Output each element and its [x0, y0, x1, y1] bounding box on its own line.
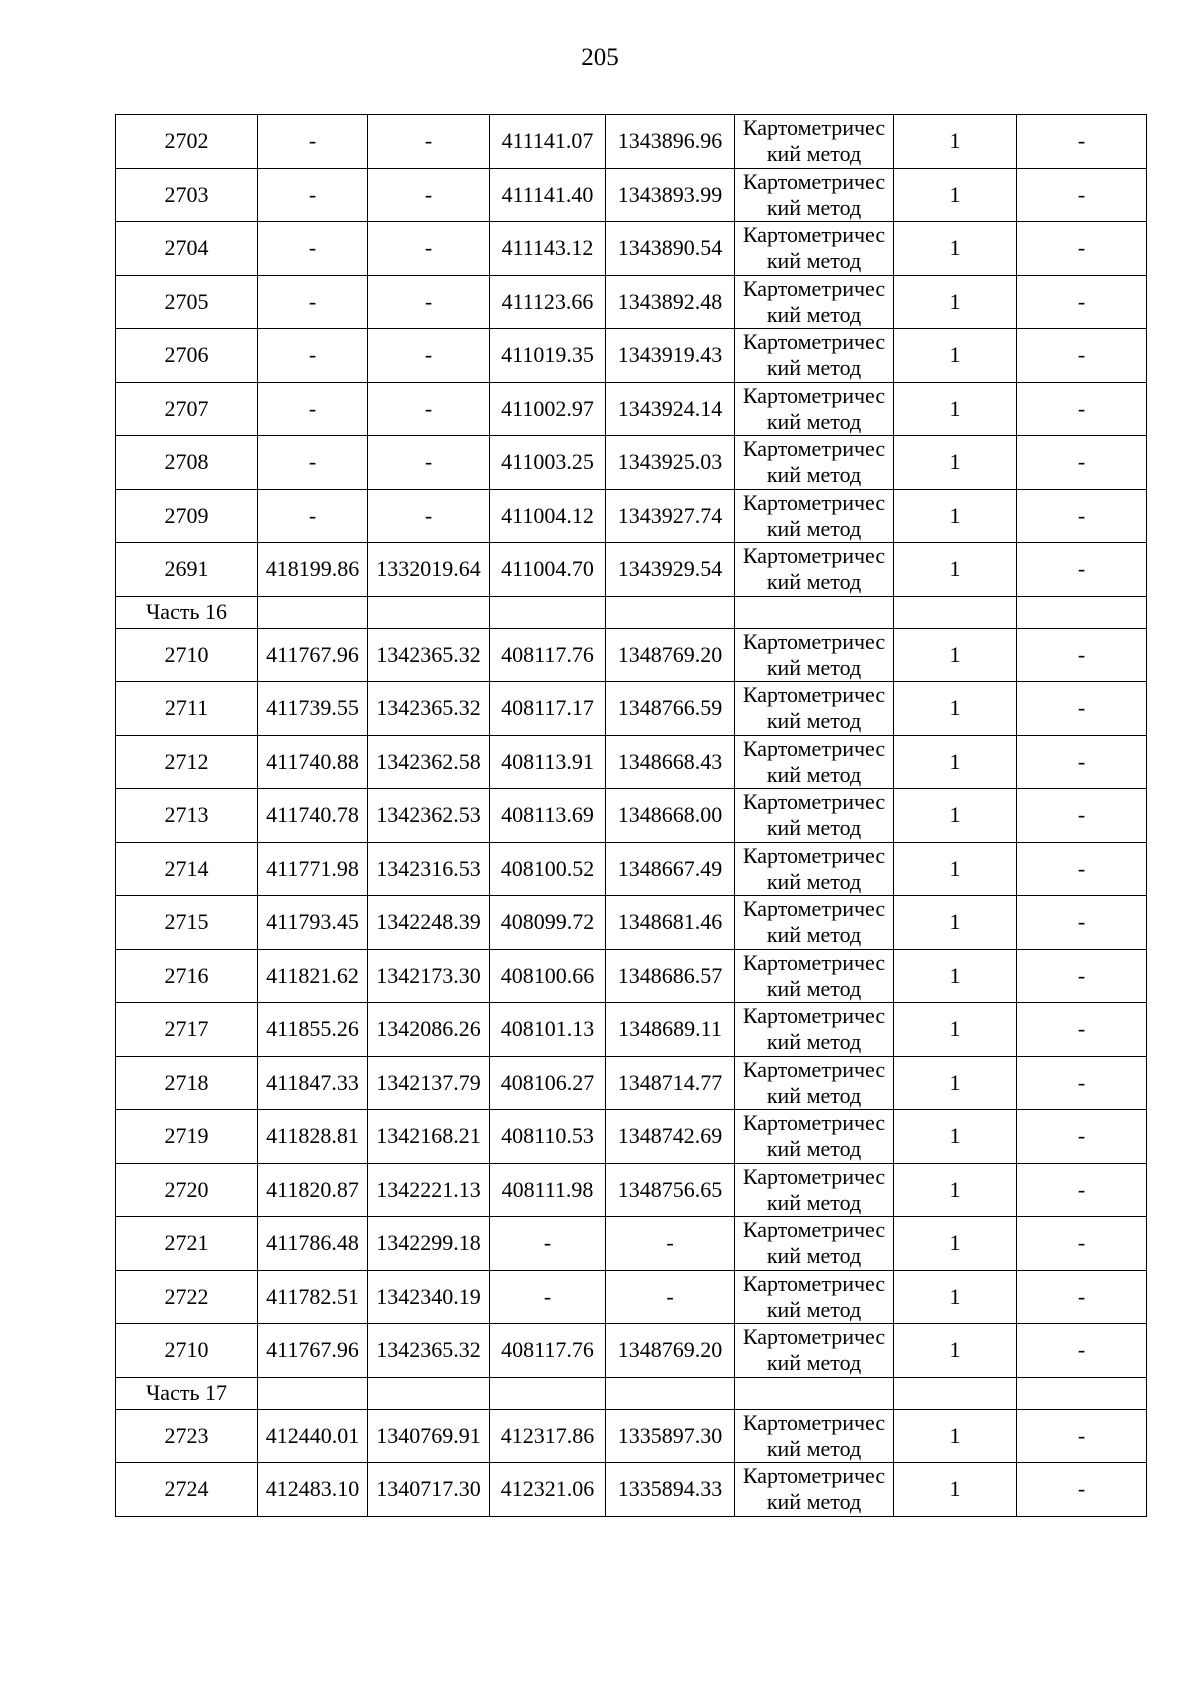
accuracy-cell: 1 [894, 222, 1017, 276]
point-number-cell: 2712 [116, 735, 258, 789]
note-cell: - [1017, 1324, 1147, 1378]
accuracy-cell: 1 [894, 682, 1017, 736]
accuracy-cell: 1 [894, 1003, 1017, 1057]
note-cell: - [1017, 382, 1147, 436]
table-row [116, 382, 1147, 436]
point-number-cell: 2717 [116, 1003, 258, 1057]
part-header-row [116, 596, 1147, 628]
accuracy-cell: 1 [894, 1163, 1017, 1217]
y-new-cell: 1348742.69 [606, 1110, 735, 1164]
empty-cell [735, 596, 894, 628]
accuracy-cell: 1 [894, 628, 1017, 682]
note-cell: - [1017, 1110, 1147, 1164]
x-new-cell: - [490, 1270, 606, 1324]
method-cell: Картометричес кий метод [735, 949, 894, 1003]
point-number-cell: 2722 [116, 1270, 258, 1324]
accuracy-cell: 1 [894, 1056, 1017, 1110]
y-new-cell: 1343929.54 [606, 543, 735, 597]
page-number: 205 [581, 44, 619, 71]
table-row [116, 329, 1147, 383]
empty-cell [894, 596, 1017, 628]
y-old-cell: 1342362.58 [368, 735, 490, 789]
part-label: Часть 16 [116, 596, 258, 628]
y-old-cell: - [368, 275, 490, 329]
x-new-cell: 412321.06 [490, 1463, 606, 1517]
y-new-cell: 1348769.20 [606, 1324, 735, 1378]
x-new-cell: 408101.13 [490, 1003, 606, 1057]
table-row [116, 1163, 1147, 1217]
y-old-cell: 1342362.53 [368, 789, 490, 843]
x-new-cell: 408117.76 [490, 1324, 606, 1378]
y-new-cell: 1348769.20 [606, 628, 735, 682]
y-old-cell: 1332019.64 [368, 543, 490, 597]
x-old-cell: 411793.45 [258, 896, 368, 950]
x-old-cell: 411786.48 [258, 1217, 368, 1271]
x-old-cell: 411847.33 [258, 1056, 368, 1110]
x-new-cell: 411141.07 [490, 115, 606, 169]
y-old-cell: - [368, 115, 490, 169]
empty-cell [490, 596, 606, 628]
method-cell: Картометричес кий метод [735, 543, 894, 597]
accuracy-cell: 1 [894, 789, 1017, 843]
note-cell: - [1017, 628, 1147, 682]
point-number-cell: 2706 [116, 329, 258, 383]
x-new-cell: 411123.66 [490, 275, 606, 329]
accuracy-cell: 1 [894, 1463, 1017, 1517]
accuracy-cell: 1 [894, 1409, 1017, 1463]
x-old-cell: 411771.98 [258, 842, 368, 896]
point-number-cell: 2718 [116, 1056, 258, 1110]
y-new-cell: 1348681.46 [606, 896, 735, 950]
x-old-cell: 411820.87 [258, 1163, 368, 1217]
y-new-cell: 1343927.74 [606, 489, 735, 543]
x-old-cell: - [258, 168, 368, 222]
x-old-cell: 411782.51 [258, 1270, 368, 1324]
y-old-cell: 1342086.26 [368, 1003, 490, 1057]
y-old-cell: - [368, 382, 490, 436]
method-cell: Картометричес кий метод [735, 168, 894, 222]
table-row [116, 1270, 1147, 1324]
point-number-cell: 2710 [116, 628, 258, 682]
x-old-cell: 411740.78 [258, 789, 368, 843]
point-number-cell: 2711 [116, 682, 258, 736]
note-cell: - [1017, 1270, 1147, 1324]
x-new-cell: 408100.52 [490, 842, 606, 896]
x-old-cell: - [258, 329, 368, 383]
table-row [116, 222, 1147, 276]
y-old-cell: - [368, 168, 490, 222]
point-number-cell: 2723 [116, 1409, 258, 1463]
note-cell: - [1017, 735, 1147, 789]
method-cell: Картометричес кий метод [735, 1324, 894, 1378]
y-new-cell: 1343890.54 [606, 222, 735, 276]
accuracy-cell: 1 [894, 436, 1017, 490]
note-cell: - [1017, 168, 1147, 222]
method-cell: Картометричес кий метод [735, 1163, 894, 1217]
table-row [116, 275, 1147, 329]
method-cell: Картометричес кий метод [735, 275, 894, 329]
accuracy-cell: 1 [894, 949, 1017, 1003]
x-new-cell: 408110.53 [490, 1110, 606, 1164]
point-number-cell: 2719 [116, 1110, 258, 1164]
note-cell: - [1017, 489, 1147, 543]
x-new-cell: 412317.86 [490, 1409, 606, 1463]
note-cell: - [1017, 329, 1147, 383]
accuracy-cell: 1 [894, 1110, 1017, 1164]
y-new-cell: 1335897.30 [606, 1409, 735, 1463]
point-number-cell: 2715 [116, 896, 258, 950]
y-new-cell: 1348766.59 [606, 682, 735, 736]
x-old-cell: 411828.81 [258, 1110, 368, 1164]
accuracy-cell: 1 [894, 115, 1017, 169]
table-row [116, 735, 1147, 789]
accuracy-cell: 1 [894, 168, 1017, 222]
x-old-cell: 411855.26 [258, 1003, 368, 1057]
y-new-cell: 1348689.11 [606, 1003, 735, 1057]
empty-cell [606, 596, 735, 628]
x-new-cell: 411019.35 [490, 329, 606, 383]
y-new-cell: 1335894.33 [606, 1463, 735, 1517]
table-row [116, 1409, 1147, 1463]
y-old-cell: - [368, 329, 490, 383]
x-old-cell: 411767.96 [258, 1324, 368, 1378]
y-old-cell: 1342365.32 [368, 1324, 490, 1378]
method-cell: Картометричес кий метод [735, 1056, 894, 1110]
y-old-cell: 1342221.13 [368, 1163, 490, 1217]
note-cell: - [1017, 1217, 1147, 1271]
note-cell: - [1017, 682, 1147, 736]
method-cell: Картометричес кий метод [735, 1110, 894, 1164]
method-cell: Картометричес кий метод [735, 735, 894, 789]
y-new-cell: 1343892.48 [606, 275, 735, 329]
y-old-cell: 1342299.18 [368, 1217, 490, 1271]
accuracy-cell: 1 [894, 1270, 1017, 1324]
table-row [116, 842, 1147, 896]
y-old-cell: 1340769.91 [368, 1409, 490, 1463]
x-old-cell: - [258, 115, 368, 169]
point-number-cell: 2714 [116, 842, 258, 896]
y-old-cell: 1342173.30 [368, 949, 490, 1003]
x-old-cell: 411767.96 [258, 628, 368, 682]
x-new-cell: 411141.40 [490, 168, 606, 222]
x-new-cell: - [490, 1217, 606, 1271]
y-new-cell: 1343893.99 [606, 168, 735, 222]
point-number-cell: 2702 [116, 115, 258, 169]
empty-cell [490, 1377, 606, 1409]
point-number-cell: 2710 [116, 1324, 258, 1378]
y-new-cell: - [606, 1270, 735, 1324]
y-new-cell: 1343924.14 [606, 382, 735, 436]
empty-cell [735, 1377, 894, 1409]
x-new-cell: 411002.97 [490, 382, 606, 436]
y-new-cell: 1348668.00 [606, 789, 735, 843]
note-cell: - [1017, 896, 1147, 950]
x-new-cell: 411143.12 [490, 222, 606, 276]
x-old-cell: - [258, 436, 368, 490]
empty-cell [1017, 596, 1147, 628]
point-number-cell: 2724 [116, 1463, 258, 1517]
y-old-cell: - [368, 436, 490, 490]
x-new-cell: 408111.98 [490, 1163, 606, 1217]
note-cell: - [1017, 222, 1147, 276]
table-row [116, 1056, 1147, 1110]
method-cell: Картометричес кий метод [735, 1003, 894, 1057]
x-old-cell: - [258, 275, 368, 329]
y-old-cell: 1342365.32 [368, 682, 490, 736]
empty-cell [258, 596, 368, 628]
y-new-cell: 1343925.03 [606, 436, 735, 490]
note-cell: - [1017, 543, 1147, 597]
note-cell: - [1017, 115, 1147, 169]
point-number-cell: 2721 [116, 1217, 258, 1271]
point-number-cell: 2703 [116, 168, 258, 222]
table-row [116, 1003, 1147, 1057]
x-old-cell: 411740.88 [258, 735, 368, 789]
note-cell: - [1017, 1003, 1147, 1057]
y-new-cell: 1343919.43 [606, 329, 735, 383]
y-old-cell: - [368, 489, 490, 543]
y-old-cell: 1342168.21 [368, 1110, 490, 1164]
y-new-cell: 1348756.65 [606, 1163, 735, 1217]
note-cell: - [1017, 949, 1147, 1003]
table-row [116, 436, 1147, 490]
table-row [116, 949, 1147, 1003]
method-cell: Картометричес кий метод [735, 115, 894, 169]
x-old-cell: - [258, 222, 368, 276]
accuracy-cell: 1 [894, 896, 1017, 950]
method-cell: Картометричес кий метод [735, 382, 894, 436]
accuracy-cell: 1 [894, 735, 1017, 789]
y-old-cell: 1342248.39 [368, 896, 490, 950]
y-old-cell: 1342365.32 [368, 628, 490, 682]
x-new-cell: 408117.17 [490, 682, 606, 736]
accuracy-cell: 1 [894, 382, 1017, 436]
point-number-cell: 2705 [116, 275, 258, 329]
note-cell: - [1017, 842, 1147, 896]
method-cell: Картометричес кий метод [735, 682, 894, 736]
point-number-cell: 2708 [116, 436, 258, 490]
x-new-cell: 408099.72 [490, 896, 606, 950]
table-row [116, 1217, 1147, 1271]
method-cell: Картометричес кий метод [735, 1409, 894, 1463]
x-old-cell: 418199.86 [258, 543, 368, 597]
table-row [116, 1324, 1147, 1378]
x-old-cell: 411739.55 [258, 682, 368, 736]
x-new-cell: 411004.12 [490, 489, 606, 543]
x-old-cell: - [258, 489, 368, 543]
table-row [116, 896, 1147, 950]
note-cell: - [1017, 1056, 1147, 1110]
point-number-cell: 2716 [116, 949, 258, 1003]
x-new-cell: 408100.66 [490, 949, 606, 1003]
part-label: Часть 17 [116, 1377, 258, 1409]
y-old-cell: 1342340.19 [368, 1270, 490, 1324]
y-new-cell: 1343896.96 [606, 115, 735, 169]
x-new-cell: 408106.27 [490, 1056, 606, 1110]
empty-cell [368, 596, 490, 628]
table-row [116, 168, 1147, 222]
table-row [116, 543, 1147, 597]
y-new-cell: 1348686.57 [606, 949, 735, 1003]
note-cell: - [1017, 436, 1147, 490]
empty-cell [1017, 1377, 1147, 1409]
table-row [116, 789, 1147, 843]
empty-cell [894, 1377, 1017, 1409]
point-number-cell: 2709 [116, 489, 258, 543]
table-row [116, 1463, 1147, 1517]
table-row [116, 682, 1147, 736]
y-new-cell: - [606, 1217, 735, 1271]
y-new-cell: 1348714.77 [606, 1056, 735, 1110]
method-cell: Картометричес кий метод [735, 1217, 894, 1271]
method-cell: Картометричес кий метод [735, 222, 894, 276]
method-cell: Картометричес кий метод [735, 329, 894, 383]
accuracy-cell: 1 [894, 275, 1017, 329]
table-row [116, 1110, 1147, 1164]
table-row [116, 115, 1147, 169]
y-new-cell: 1348667.49 [606, 842, 735, 896]
part-header-row [116, 1377, 1147, 1409]
accuracy-cell: 1 [894, 543, 1017, 597]
empty-cell [606, 1377, 735, 1409]
method-cell: Картометричес кий метод [735, 628, 894, 682]
empty-cell [368, 1377, 490, 1409]
x-old-cell: 412483.10 [258, 1463, 368, 1517]
x-new-cell: 411004.70 [490, 543, 606, 597]
accuracy-cell: 1 [894, 329, 1017, 383]
method-cell: Картометричес кий метод [735, 1463, 894, 1517]
point-number-cell: 2691 [116, 543, 258, 597]
x-old-cell: 412440.01 [258, 1409, 368, 1463]
point-number-cell: 2720 [116, 1163, 258, 1217]
accuracy-cell: 1 [894, 1217, 1017, 1271]
y-old-cell: - [368, 222, 490, 276]
x-new-cell: 408117.76 [490, 628, 606, 682]
accuracy-cell: 1 [894, 842, 1017, 896]
method-cell: Картометричес кий метод [735, 789, 894, 843]
method-cell: Картометричес кий метод [735, 842, 894, 896]
y-old-cell: 1342316.53 [368, 842, 490, 896]
note-cell: - [1017, 275, 1147, 329]
table-body [116, 115, 1147, 1517]
point-number-cell: 2713 [116, 789, 258, 843]
accuracy-cell: 1 [894, 489, 1017, 543]
x-old-cell: 411821.62 [258, 949, 368, 1003]
note-cell: - [1017, 1463, 1147, 1517]
note-cell: - [1017, 1409, 1147, 1463]
point-number-cell: 2707 [116, 382, 258, 436]
accuracy-cell: 1 [894, 1324, 1017, 1378]
y-old-cell: 1340717.30 [368, 1463, 490, 1517]
x-new-cell: 411003.25 [490, 436, 606, 490]
note-cell: - [1017, 1163, 1147, 1217]
method-cell: Картометричес кий метод [735, 436, 894, 490]
x-new-cell: 408113.91 [490, 735, 606, 789]
point-number-cell: 2704 [116, 222, 258, 276]
x-new-cell: 408113.69 [490, 789, 606, 843]
method-cell: Картометричес кий метод [735, 489, 894, 543]
table-row [116, 628, 1147, 682]
method-cell: Картометричес кий метод [735, 1270, 894, 1324]
note-cell: - [1017, 789, 1147, 843]
x-old-cell: - [258, 382, 368, 436]
y-old-cell: 1342137.79 [368, 1056, 490, 1110]
empty-cell [258, 1377, 368, 1409]
method-cell: Картометричес кий метод [735, 896, 894, 950]
y-new-cell: 1348668.43 [606, 735, 735, 789]
coordinates-table [115, 114, 1147, 1517]
table-row [116, 489, 1147, 543]
